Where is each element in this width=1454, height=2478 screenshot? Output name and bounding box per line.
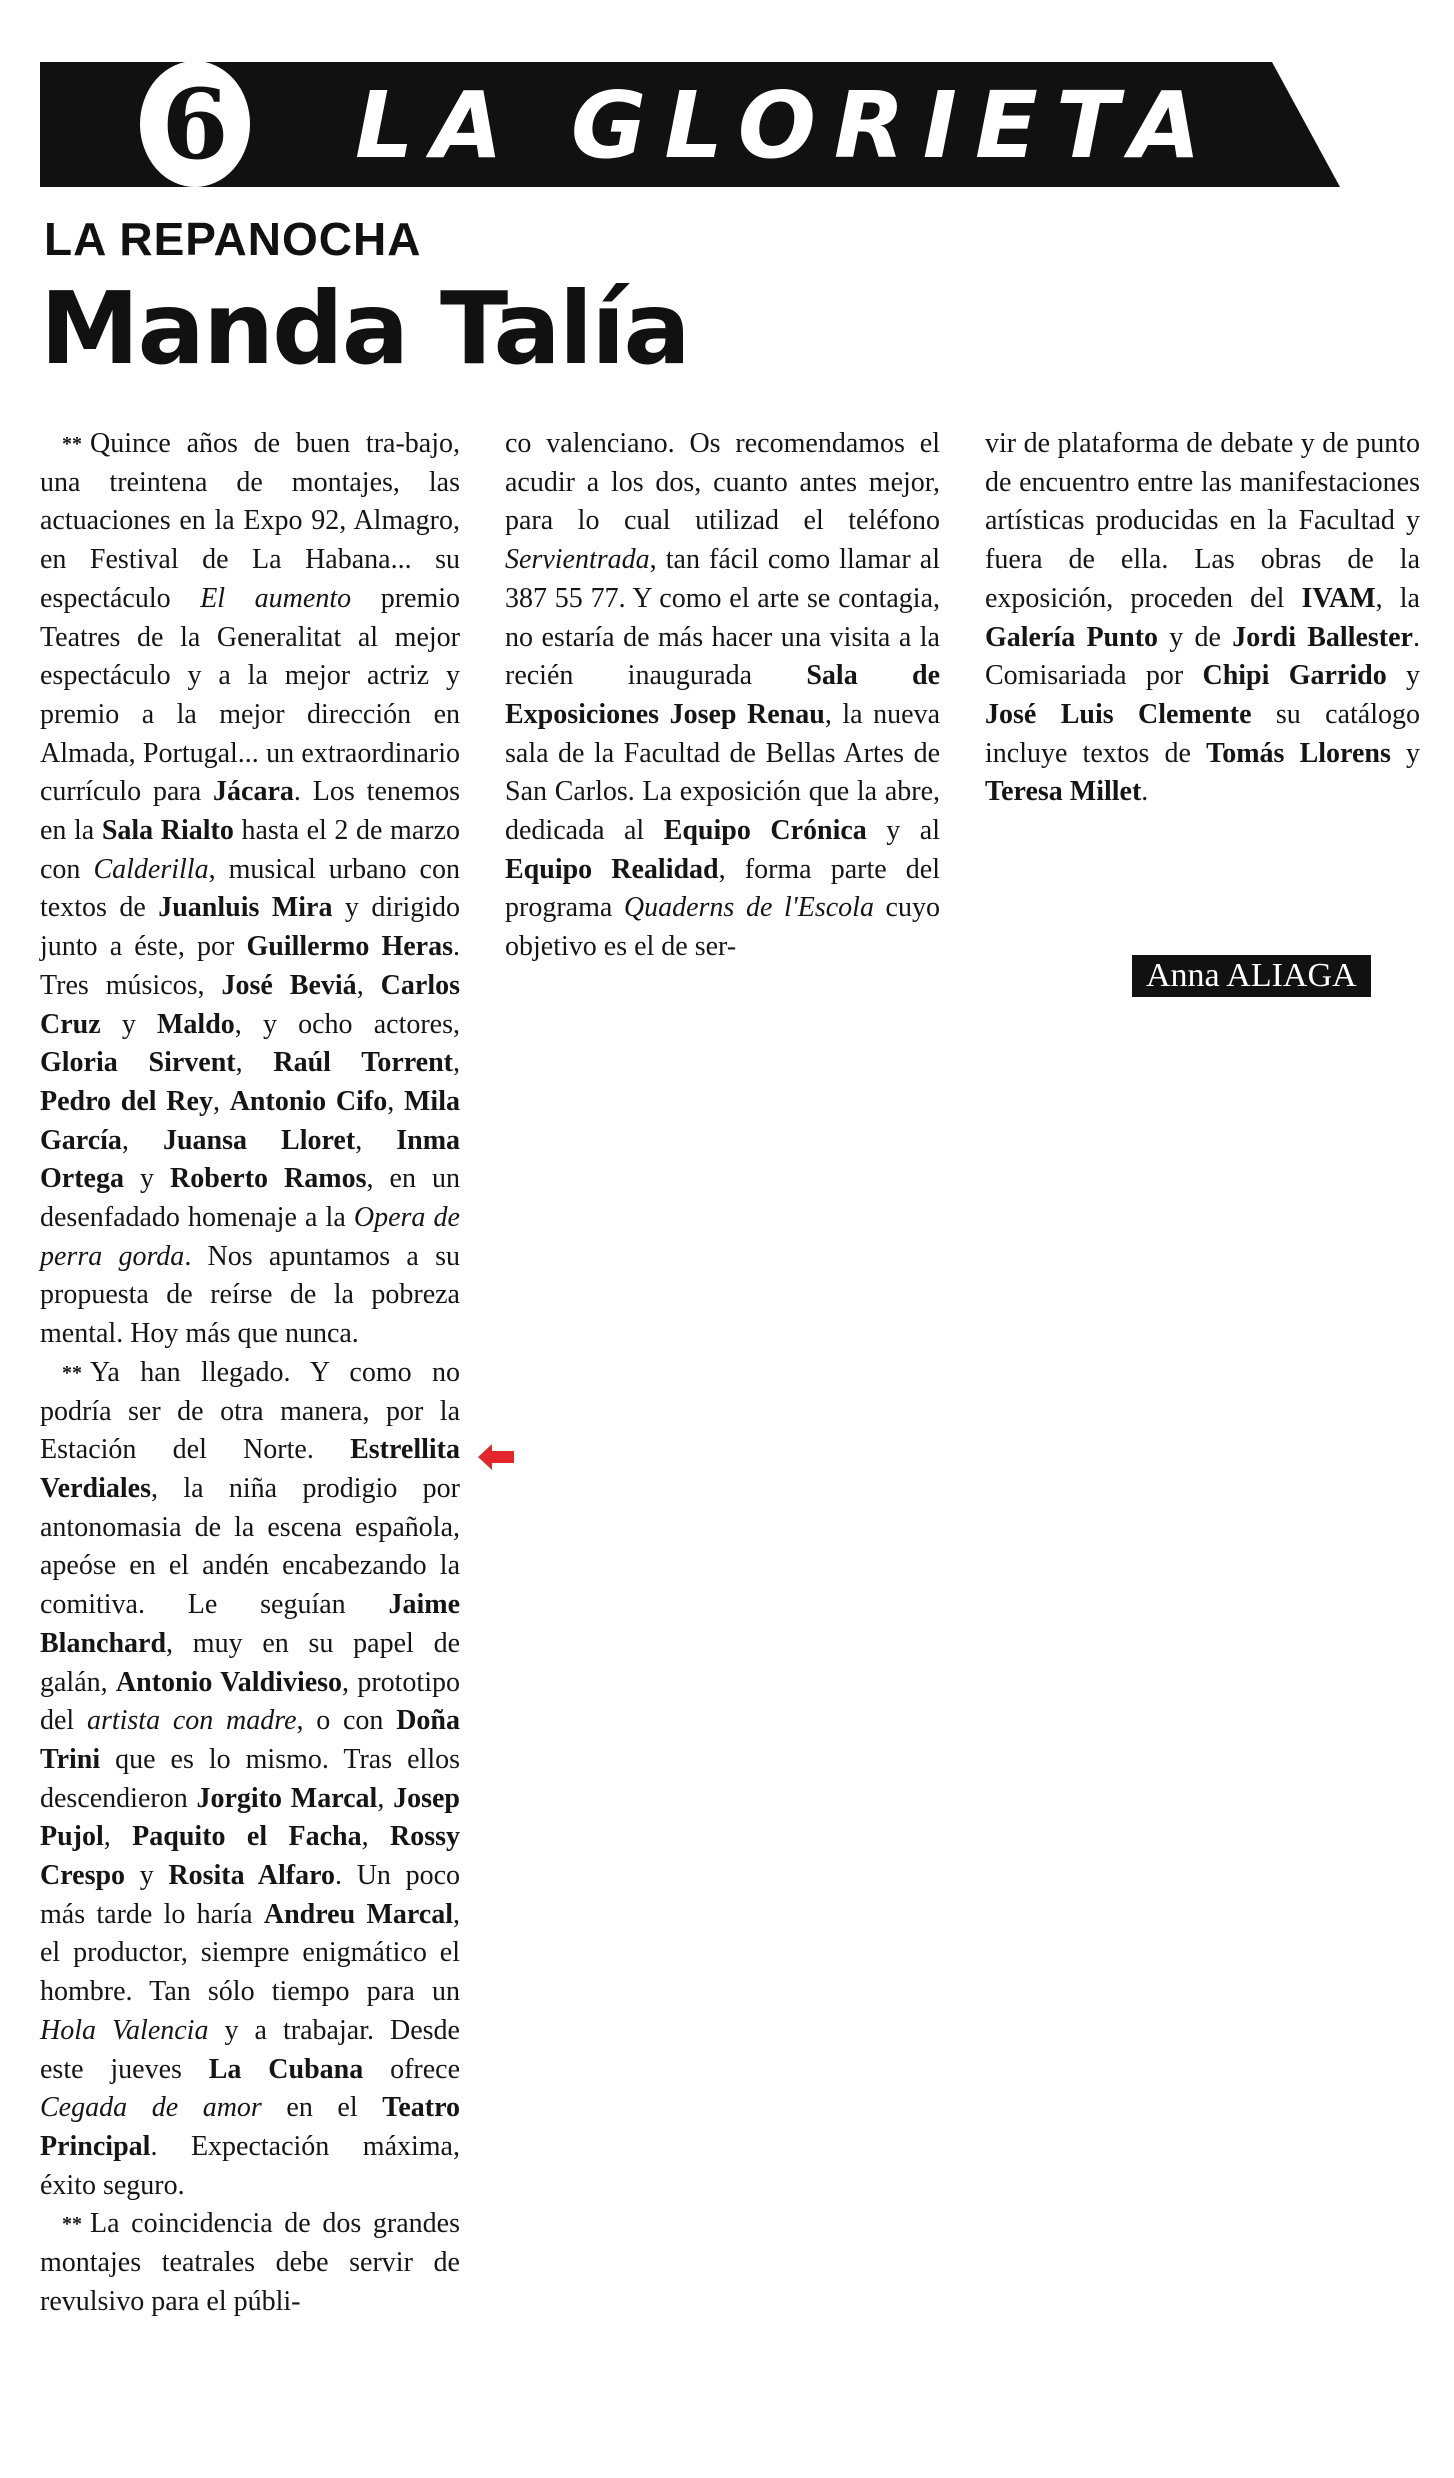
bold-name: Jorgito Marcal [196, 1782, 378, 1814]
text-run: en el [261, 2092, 383, 2124]
bold-name: Galería Punto [985, 621, 1159, 653]
bold-name: Antonio Cifo [229, 1085, 388, 1117]
paragraph-marker-stars: ** [62, 1361, 82, 1384]
bold-name: Sala Rialto [101, 815, 234, 847]
text-run: , el productor, siempre enigmático el hombre. Tan sólo tiempo para un [40, 1898, 461, 2008]
article-paragraph [985, 425, 1420, 812]
text-run: , [355, 1124, 397, 1156]
text-run: , [235, 1047, 274, 1079]
italic-title: Hola Valencia [40, 2014, 209, 2046]
text-run: y [1386, 660, 1420, 692]
article-column-1 [40, 425, 460, 2321]
bold-name: José Beviá [221, 969, 357, 1001]
paragraph-marker [40, 1354, 90, 1393]
text-run: Ya han llegado. Y como no podría ser de otra manera, por la Estación del Norte. [40, 1356, 460, 1466]
text-run: , [387, 1085, 404, 1117]
bold-name: Teresa Millet [985, 776, 1142, 808]
text-run: que es lo mismo. Tras ellos descendieron [40, 1743, 460, 1814]
text-run: y [125, 1860, 169, 1892]
bold-name: Gloria Sirvent [40, 1047, 236, 1079]
italic-title: Calderilla [93, 853, 209, 885]
bold-name: Estrellita Verdiales [40, 1434, 460, 1504]
text-run: ofrece [363, 2053, 460, 2085]
text-run: y al [866, 815, 940, 847]
text-run: , [453, 1047, 460, 1079]
bold-name: Roberto Ramos [170, 1163, 367, 1195]
text-run: , la niña prodigio por antonomasia de la escena española, apeóse en el andén encabezando la comitiva. Le seguían [40, 1472, 460, 1621]
text-run: . Expectación máxima, éxito seguro. [40, 2130, 460, 2201]
text-run: , la [1375, 582, 1420, 614]
headline: Manda Talía [40, 270, 689, 387]
italic-title: artista con madre [86, 1705, 297, 1737]
text-run: , [103, 1821, 133, 1853]
text-run: , [377, 1782, 394, 1814]
bold-name: Andreu Marcal [263, 1898, 454, 1930]
text-run: vir de plataforma de debate y de punto de encuentro entre las manifestaciones artísticas producidas en la Facultad y fuera de ella. Las obras de la exposición, proceden del [985, 428, 1420, 614]
text-run: . Nos apuntamos a su propuesta de reírse de la pobreza mental. Hoy más que nunca. [40, 1240, 460, 1350]
bold-name: Jordi Ballester [1232, 621, 1413, 653]
text-run: y [100, 1008, 157, 1040]
bold-name: Jaime Blanchard [40, 1589, 460, 1659]
italic-title: El aumento [200, 582, 352, 614]
bold-name: Carlos Cruz [40, 969, 460, 1040]
text-run: , prototipo del [40, 1666, 460, 1737]
text-run: , tan fácil como llamar al 387 55 77. Y como el arte se contagia, no estaría de más hacer una visita a la recién inaugurada [505, 544, 940, 692]
bold-name: Pedro del Rey [40, 1085, 213, 1117]
italic-title: Cegada de amor [40, 2092, 262, 2124]
article-paragraph [505, 425, 940, 967]
bold-name: Juansa Lloret [162, 1124, 356, 1156]
page-number: 6 [161, 68, 229, 181]
text-run: , forma parte del programa [505, 853, 940, 924]
text-run: cuyo objetivo es el de ser- [505, 892, 940, 963]
bold-name: Mila García [40, 1085, 460, 1156]
bold-name: Paquito el Facha [132, 1821, 362, 1853]
text-run: y [1390, 737, 1420, 769]
text-run: , muy en su papel de galán, [40, 1627, 460, 1698]
text-run: . [1141, 776, 1149, 808]
text-run: y de [1158, 621, 1233, 653]
text-run: La coincidencia de dos grandes montajes teatrales debe servir de revulsivo para el públi- [40, 2208, 460, 2317]
paragraph-marker-stars: ** [62, 2213, 82, 2236]
bold-name: Juanluis Mira [158, 892, 333, 924]
text-run: . Un poco más tarde lo haría [40, 1860, 461, 1930]
text-run: Quince años de buen tra-bajo, una treintena de montajes, las actuaciones en la Expo 92, Almagro, en Festival de La Habana... su espectáculo [40, 428, 460, 614]
text-run: y dirigido junto a éste, por [40, 892, 460, 963]
italic-title: Opera de perra gorda [40, 1202, 460, 1272]
bold-name: Sala de Exposiciones Josep Renau [505, 660, 940, 730]
bold-name: Josep Pujol [40, 1782, 461, 1853]
article-paragraph [40, 425, 460, 1354]
kicker: LA REPANOCHA [44, 213, 422, 265]
text-run: y a trabajar. Desde este jueves [40, 2014, 460, 2085]
bold-name: Inma Ortega [40, 1124, 461, 1195]
bold-name: Guillermo Heras [246, 931, 454, 963]
section-title: LA GLORIETA [355, 72, 1219, 179]
bold-name: Teatro Principal [40, 2092, 460, 2162]
text-run: . Los tenemos en la [40, 776, 460, 847]
text-run: , y ocho actores, [234, 1008, 460, 1040]
bold-name: Rossy Crespo [40, 1821, 461, 1892]
bold-name: Raúl Torrent [273, 1047, 453, 1079]
paragraph-marker-stars: ** [62, 433, 82, 455]
italic-title: Servientrada [505, 544, 650, 576]
paragraph-marker [40, 425, 90, 464]
bold-name: Maldo [157, 1008, 235, 1040]
bold-name: José Luis Clemente [985, 698, 1252, 730]
article-paragraph [40, 1354, 460, 2205]
italic-title: Quaderns de l'Escola [623, 892, 874, 924]
byline: Anna ALIAGA [1132, 955, 1371, 997]
left-arrow-icon [478, 1444, 514, 1470]
bold-name: Equipo Crónica [663, 815, 867, 847]
article-paragraph [40, 2205, 460, 2321]
text-run: , [121, 1124, 163, 1156]
text-run: hasta el 2 de marzo con [40, 815, 460, 885]
text-run: , o con [296, 1705, 397, 1737]
article-column-2 [505, 425, 940, 967]
bold-name: Tomás Llorens [1206, 737, 1391, 769]
bold-name: Jácara [213, 776, 294, 808]
bold-name: IVAM [1301, 582, 1376, 614]
bold-name: Doña Trini [40, 1705, 460, 1775]
text-run: premio Teatres de la Generalitat al mejor espectáculo y a la mejor actriz y premio a la mejor dirección en Almada, Portugal... un extraordinario currículo para [40, 582, 460, 808]
article-column-3 [985, 425, 1420, 812]
text-run: . Comisariada por [985, 621, 1420, 692]
text-run: , en un desenfadado homenaje a la [40, 1163, 460, 1234]
text-run: co valenciano. Os recomendamos el acudir a los dos, cuanto antes mejor, para lo cual utilizad el teléfono [505, 428, 940, 537]
text-run: , [361, 1821, 390, 1853]
paragraph-marker [40, 2205, 90, 2244]
text-run: y [123, 1163, 171, 1195]
bold-name: La Cubana [208, 2053, 364, 2085]
bold-name: Antonio Valdivieso [115, 1666, 343, 1698]
bold-name: Chipi Garrido [1202, 660, 1387, 692]
text-run: . Tres músicos, [40, 931, 461, 1001]
text-run: su catálogo incluye textos de [985, 698, 1420, 769]
text-run: , [356, 969, 381, 1001]
text-run: , [212, 1085, 230, 1117]
bold-name: Rosita Alfaro [168, 1860, 336, 1892]
bold-name: Equipo Realidad [505, 853, 719, 885]
text-run: , musical urbano con textos de [40, 853, 460, 924]
section-banner [40, 62, 1340, 187]
text-run: , la nueva sala de la Facultad de Bellas Artes de San Carlos. La exposición que la abre, dedicada al [505, 698, 940, 847]
